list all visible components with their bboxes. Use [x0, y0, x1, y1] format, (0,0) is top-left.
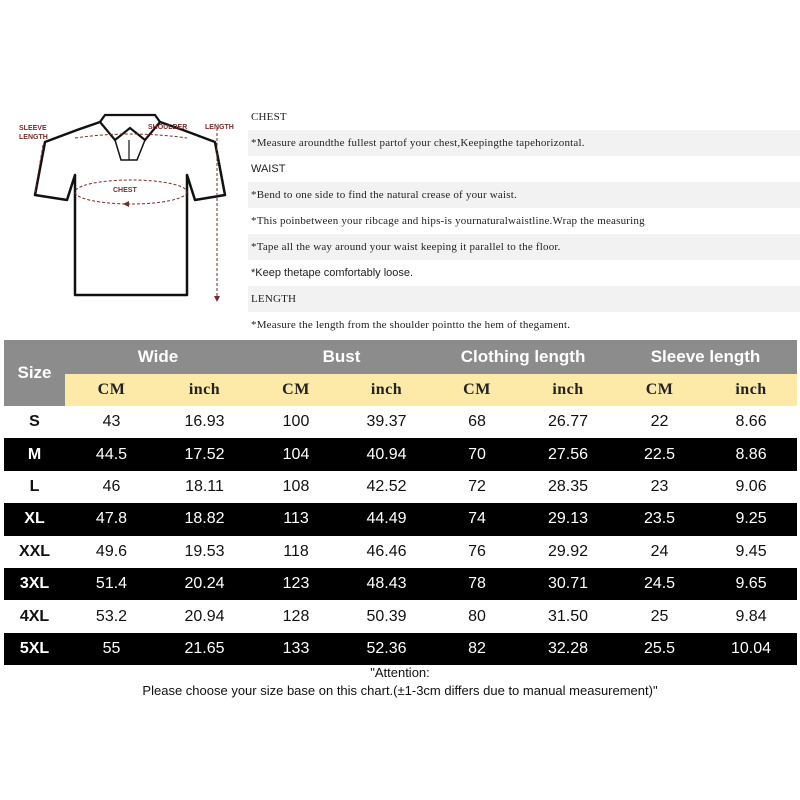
measurement-cell: 9.06 [705, 471, 797, 503]
table-row [4, 471, 797, 503]
size-cell: 5XL [4, 633, 65, 665]
shirt-outline [35, 122, 225, 295]
table-row [4, 503, 797, 535]
measurement-cell: 78 [432, 568, 522, 600]
attention-title: "Attention: [370, 665, 430, 680]
measurement-cell: 22 [614, 406, 705, 438]
table-row [4, 600, 797, 632]
table-group-header-row [4, 340, 797, 374]
measurement-cell: 46 [65, 471, 158, 503]
measurement-cell: 74 [432, 503, 522, 535]
measurement-cell: 31.50 [522, 600, 614, 632]
measurement-cell: 24.5 [614, 568, 705, 600]
instruction-line: *Tape all the way around your waist keeping it parallel to the floor. [248, 234, 800, 260]
measurement-cell: 80 [432, 600, 522, 632]
unit-header: CM [432, 374, 522, 406]
measurement-cell: 28.35 [522, 471, 614, 503]
sleeve-length-label: SLEEVE LENGTH [19, 125, 48, 141]
measurement-cell: 72 [432, 471, 522, 503]
measurement-cell: 27.56 [522, 438, 614, 470]
size-cell: 4XL [4, 600, 65, 632]
measurement-cell: 48.43 [341, 568, 432, 600]
size-cell: S [4, 406, 65, 438]
table-row [4, 406, 797, 438]
shoulder-measure-line [75, 134, 187, 138]
measurement-cell: 51.4 [65, 568, 158, 600]
measurement-cell: 42.52 [341, 471, 432, 503]
measurement-cell: 16.93 [158, 406, 251, 438]
measurement-cell: 22.5 [614, 438, 705, 470]
measurement-cell: 100 [251, 406, 341, 438]
unit-header: inch [158, 374, 251, 406]
instruction-waist-heading: WAIST [251, 163, 286, 175]
measurement-cell: 44.49 [341, 503, 432, 535]
table-row [4, 633, 797, 665]
measurement-cell: 23.5 [614, 503, 705, 535]
measurement-cell: 18.82 [158, 503, 251, 535]
measurement-cell: 82 [432, 633, 522, 665]
measurement-cell: 19.53 [158, 536, 251, 568]
attention-note [0, 664, 800, 700]
measurement-cell: 20.94 [158, 600, 251, 632]
measurement-cell: 9.65 [705, 568, 797, 600]
measurement-cell: 32.28 [522, 633, 614, 665]
unit-header: inch [522, 374, 614, 406]
measurement-cell: 113 [251, 503, 341, 535]
placket-outline [115, 140, 145, 160]
measurement-cell: 52.36 [341, 633, 432, 665]
measurement-cell: 29.92 [522, 536, 614, 568]
attention-text: Please choose your size base on this chart.(±1-3cm differs due to manual measurement)" [142, 683, 658, 698]
instruction-line: *Measure aroundthe fullest partof your chest,Keepingthe tapehorizontal. [248, 130, 800, 156]
measurement-cell: 133 [251, 633, 341, 665]
unit-header: CM [251, 374, 341, 406]
measurement-cell: 20.24 [158, 568, 251, 600]
unit-header: inch [705, 374, 797, 406]
instruction-line: *Bend to one side to find the natural crease of your waist. [248, 182, 800, 208]
measurement-cell: 9.25 [705, 503, 797, 535]
measurement-cell: 53.2 [65, 600, 158, 632]
measurement-cell: 25.5 [614, 633, 705, 665]
table-row [4, 536, 797, 568]
size-column-header: Size [4, 340, 65, 406]
measurement-cell: 47.8 [65, 503, 158, 535]
shirt-measurement-diagram [5, 100, 247, 340]
table-row [4, 438, 797, 470]
measurement-cell: 21.65 [158, 633, 251, 665]
instruction-line: *This poinbetween your ribcage and hips-is yournaturalwaistline.Wrap the measuring [251, 215, 645, 227]
measurement-cell: 128 [251, 600, 341, 632]
length-label: LENGTH [205, 124, 234, 131]
measurement-cell: 9.45 [705, 536, 797, 568]
measurement-cell: 49.6 [65, 536, 158, 568]
measurement-cell: 40.94 [341, 438, 432, 470]
measurement-cell: 23 [614, 471, 705, 503]
clothing-length-column-header: Clothing length [432, 340, 614, 374]
size-cell: XL [4, 503, 65, 535]
size-cell: XXL [4, 536, 65, 568]
shoulder-label: SHOULDER [148, 124, 188, 131]
size-cell: L [4, 471, 65, 503]
table-unit-header-row [4, 374, 797, 406]
wide-column-header: Wide [65, 340, 251, 374]
instruction-line: *Measure the length from the shoulder pointto the hem of thegament. [251, 319, 571, 331]
measurement-cell: 76 [432, 536, 522, 568]
measurement-cell: 30.71 [522, 568, 614, 600]
unit-header: CM [614, 374, 705, 406]
measurement-cell: 39.37 [341, 406, 432, 438]
chest-label: CHEST [113, 187, 137, 194]
size-cell: 3XL [4, 568, 65, 600]
measurement-cell: 118 [251, 536, 341, 568]
instruction-chest-heading: CHEST [251, 111, 287, 123]
measurement-cell: 46.46 [341, 536, 432, 568]
measurement-cell: 10.04 [705, 633, 797, 665]
measurement-cell: 55 [65, 633, 158, 665]
measurement-cell: 25 [614, 600, 705, 632]
measurement-cell: 29.13 [522, 503, 614, 535]
sleeve-length-column-header: Sleeve length [614, 340, 797, 374]
instruction-length-heading: LENGTH [248, 286, 800, 312]
measurement-cell: 9.84 [705, 600, 797, 632]
size-cell: M [4, 438, 65, 470]
measurement-cell: 24 [614, 536, 705, 568]
measurement-cell: 44.5 [65, 438, 158, 470]
measurement-cell: 8.66 [705, 406, 797, 438]
table-row [4, 568, 797, 600]
measurement-cell: 50.39 [341, 600, 432, 632]
instruction-line: *Keep thetape comfortably loose. [251, 267, 414, 279]
measurement-cell: 104 [251, 438, 341, 470]
measurement-cell: 68 [432, 406, 522, 438]
measurement-instructions [248, 104, 800, 340]
measurement-cell: 70 [432, 438, 522, 470]
size-table-body [4, 406, 797, 665]
polo-shirt-illustration [5, 100, 247, 340]
measurement-cell: 108 [251, 471, 341, 503]
measurement-cell: 8.86 [705, 438, 797, 470]
measurement-cell: 18.11 [158, 471, 251, 503]
measurement-cell: 123 [251, 568, 341, 600]
unit-header: CM [65, 374, 158, 406]
measurement-cell: 43 [65, 406, 158, 438]
size-chart-table [4, 340, 797, 665]
unit-header: inch [341, 374, 432, 406]
measurement-cell: 17.52 [158, 438, 251, 470]
bust-column-header: Bust [251, 340, 432, 374]
measurement-cell: 26.77 [522, 406, 614, 438]
